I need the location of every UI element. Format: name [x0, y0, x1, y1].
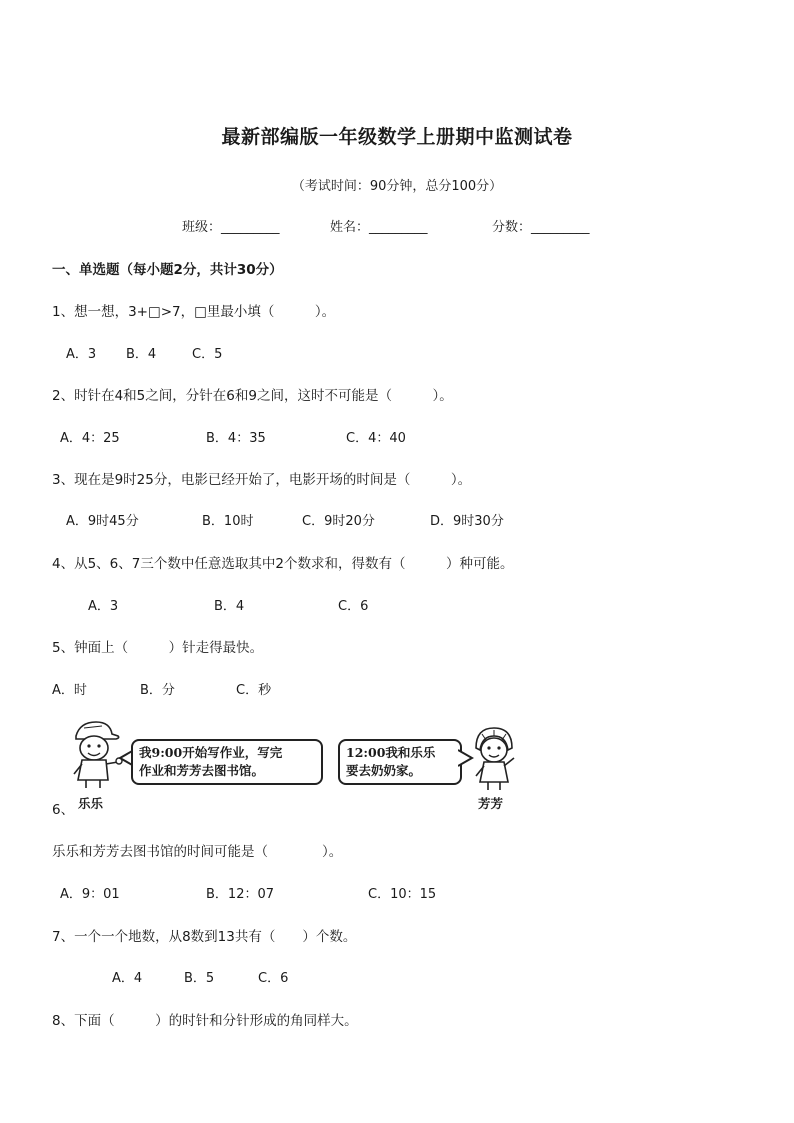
- question-3: 3、现在是9时25分，电影已经开始了，电影开场的时间是（ ）。: [52, 472, 472, 488]
- q2-option-b: B．4：35: [206, 431, 266, 446]
- q1-option-a: A．3: [66, 347, 97, 362]
- question-7: 7、一个一个地数，从8数到13共有（ ）个数。: [52, 929, 357, 945]
- q3-option-a: A．9时45分: [66, 514, 139, 529]
- class-field: 班级：_________: [182, 220, 280, 235]
- q5-option-b: B．分: [140, 683, 175, 698]
- q5-option-a: A．时: [52, 683, 87, 698]
- q4-option-b: B．4: [214, 599, 245, 614]
- girl-cartoon: [468, 726, 520, 792]
- question-8: 8、下面（ ）的时针和分针形成的角同样大。: [52, 1013, 358, 1029]
- boy-name-label: 乐乐: [78, 796, 104, 811]
- q1-option-b: B．4: [126, 347, 157, 362]
- q1-option-c: C．5: [192, 347, 223, 362]
- question-5: 5、钟面上（ ）针走得最快。: [52, 640, 264, 656]
- question-4: 4、从5、6、7三个数中任意选取其中2个数求和，得数有（ ）种可能。: [52, 556, 514, 572]
- bubble-left-line-1: 我9:00开始写作业，写完: [139, 745, 283, 760]
- q2-option-a: A．4：25: [60, 431, 120, 446]
- q2-option-c: C．4：40: [346, 431, 406, 446]
- name-field: 姓名：_________: [330, 220, 428, 235]
- bubble-right-line-1: 12:00我和乐乐: [346, 745, 436, 760]
- exam-subtitle: （考试时间：90分钟，总分100分）: [291, 179, 503, 194]
- q7-option-b: B．5: [184, 971, 215, 986]
- girl-name-label: 芳芳: [478, 796, 504, 811]
- speech-bubble-right: [338, 739, 462, 785]
- boy-cartoon: [68, 718, 124, 790]
- q7-option-c: C．6: [258, 971, 289, 986]
- section-heading: 一、单选题（每小题2分，共计30分）: [52, 262, 283, 278]
- page-title: 最新部编版一年级数学上册期中监测试卷: [221, 126, 573, 148]
- q4-option-a: A．3: [88, 599, 119, 614]
- q3-option-b: B．10时: [202, 514, 254, 529]
- score-field: 分数：_________: [492, 220, 590, 235]
- q3-option-c: C．9时20分: [302, 514, 375, 529]
- q7-option-a: A．4: [112, 971, 143, 986]
- bubble-right-line-2: 要去奶奶家。: [346, 763, 422, 778]
- speech-bubble-left: [131, 739, 323, 785]
- question-6-text: 乐乐和芳芳去图书馆的时间可能是（ ）。: [52, 844, 343, 860]
- q5-option-c: C．秒: [236, 683, 272, 698]
- q3-option-d: D．9时30分: [430, 514, 504, 529]
- q4-option-c: C．6: [338, 599, 369, 614]
- question-1: 1、想一想，3+□>7，□里最小填（ ）。: [52, 304, 336, 320]
- q6-option-a: A．9：01: [60, 887, 120, 902]
- bubble-left-line-2: 作业和芳芳去图书馆。: [139, 763, 265, 778]
- q6-option-c: C．10：15: [368, 887, 437, 902]
- question-6: 6、: [52, 802, 75, 818]
- question-2: 2、时针在4和5之间，分针在6和9之间，这时不可能是（ ）。: [52, 388, 453, 404]
- q6-option-b: B．12：07: [206, 887, 275, 902]
